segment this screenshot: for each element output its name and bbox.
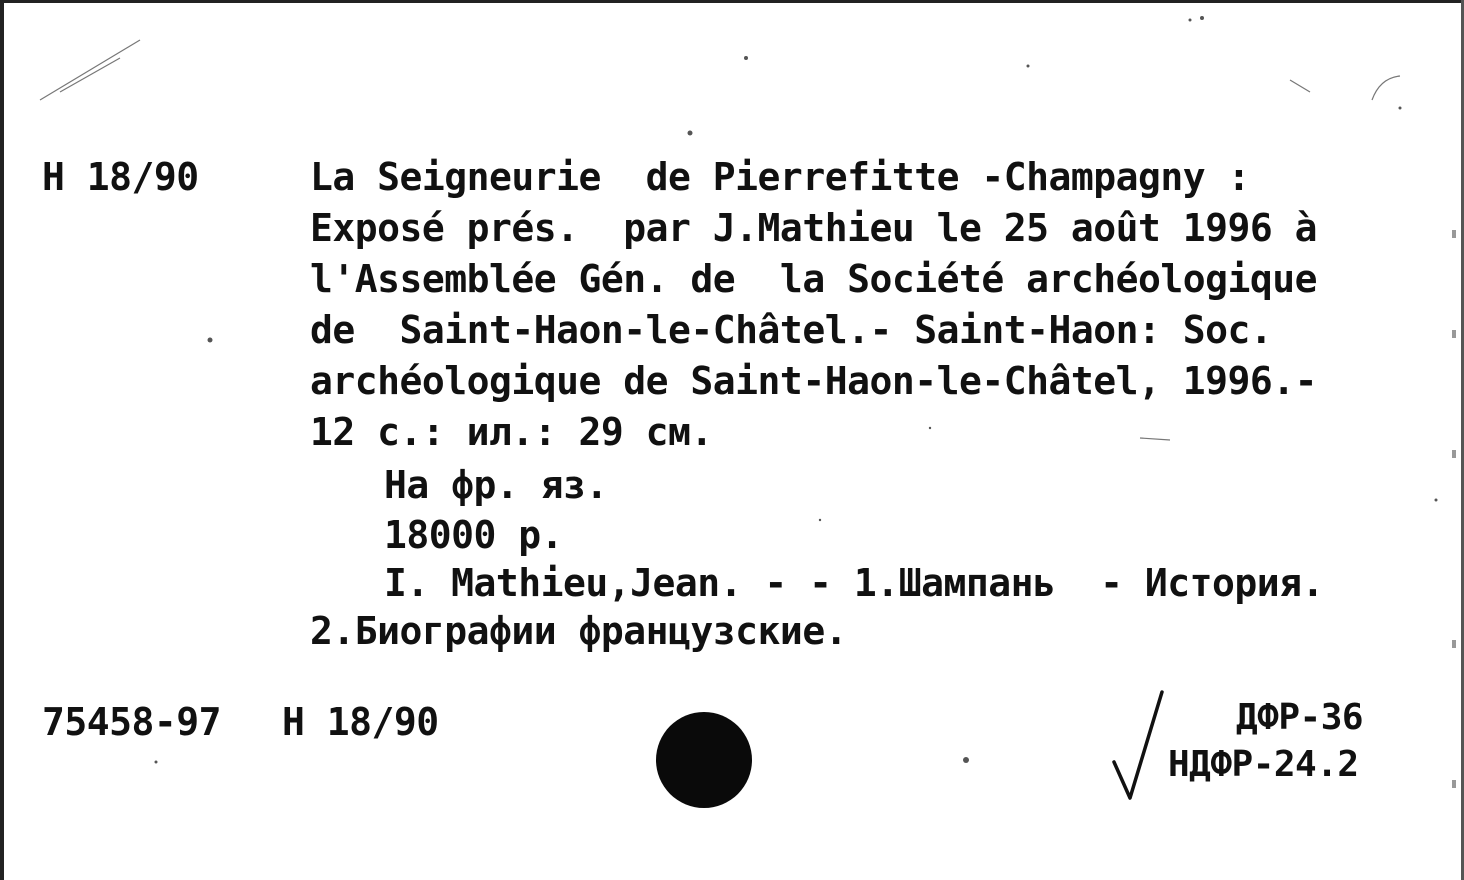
- ink-stamp-icon: [656, 712, 752, 808]
- checkmark-icon: [1108, 688, 1168, 804]
- card-top-edge: [0, 0, 1464, 3]
- bibliographic-line: Exposé prés. par J.Mathieu le 25 août 1996 à: [310, 206, 1318, 250]
- bibliographic-line: La Seigneurie de Pierrefitte -Champagny :: [310, 155, 1250, 199]
- physical-description: 12 с.: ил.: 29 см.: [310, 410, 713, 454]
- tracing-line: I. Mathieu,Jean. - - 1.Шампань - История.: [384, 561, 1324, 605]
- card-left-edge: [0, 0, 4, 880]
- language-note: На фр. яз.: [384, 463, 608, 507]
- classification-code: НДФР-24.2: [1168, 744, 1359, 785]
- footer-shelf-mark: Н 18/90: [282, 700, 439, 744]
- bibliographic-line: de Saint-Haon-le-Châtel.- Saint-Haon: Soc.: [310, 308, 1273, 352]
- accession-number: 75458-97: [42, 700, 222, 744]
- shelf-mark: Н 18/90: [42, 155, 199, 199]
- classification-code: ДФР-36: [1236, 697, 1364, 738]
- bibliographic-line: archéologique de Saint-Haon-le-Châtel, 1996.-: [310, 359, 1318, 403]
- bibliographic-line: l'Assemblée Gén. de la Société archéologique: [310, 257, 1318, 301]
- price-note: 18000 р.: [384, 513, 564, 557]
- tracing-line: 2.Биографии французские.: [310, 609, 848, 653]
